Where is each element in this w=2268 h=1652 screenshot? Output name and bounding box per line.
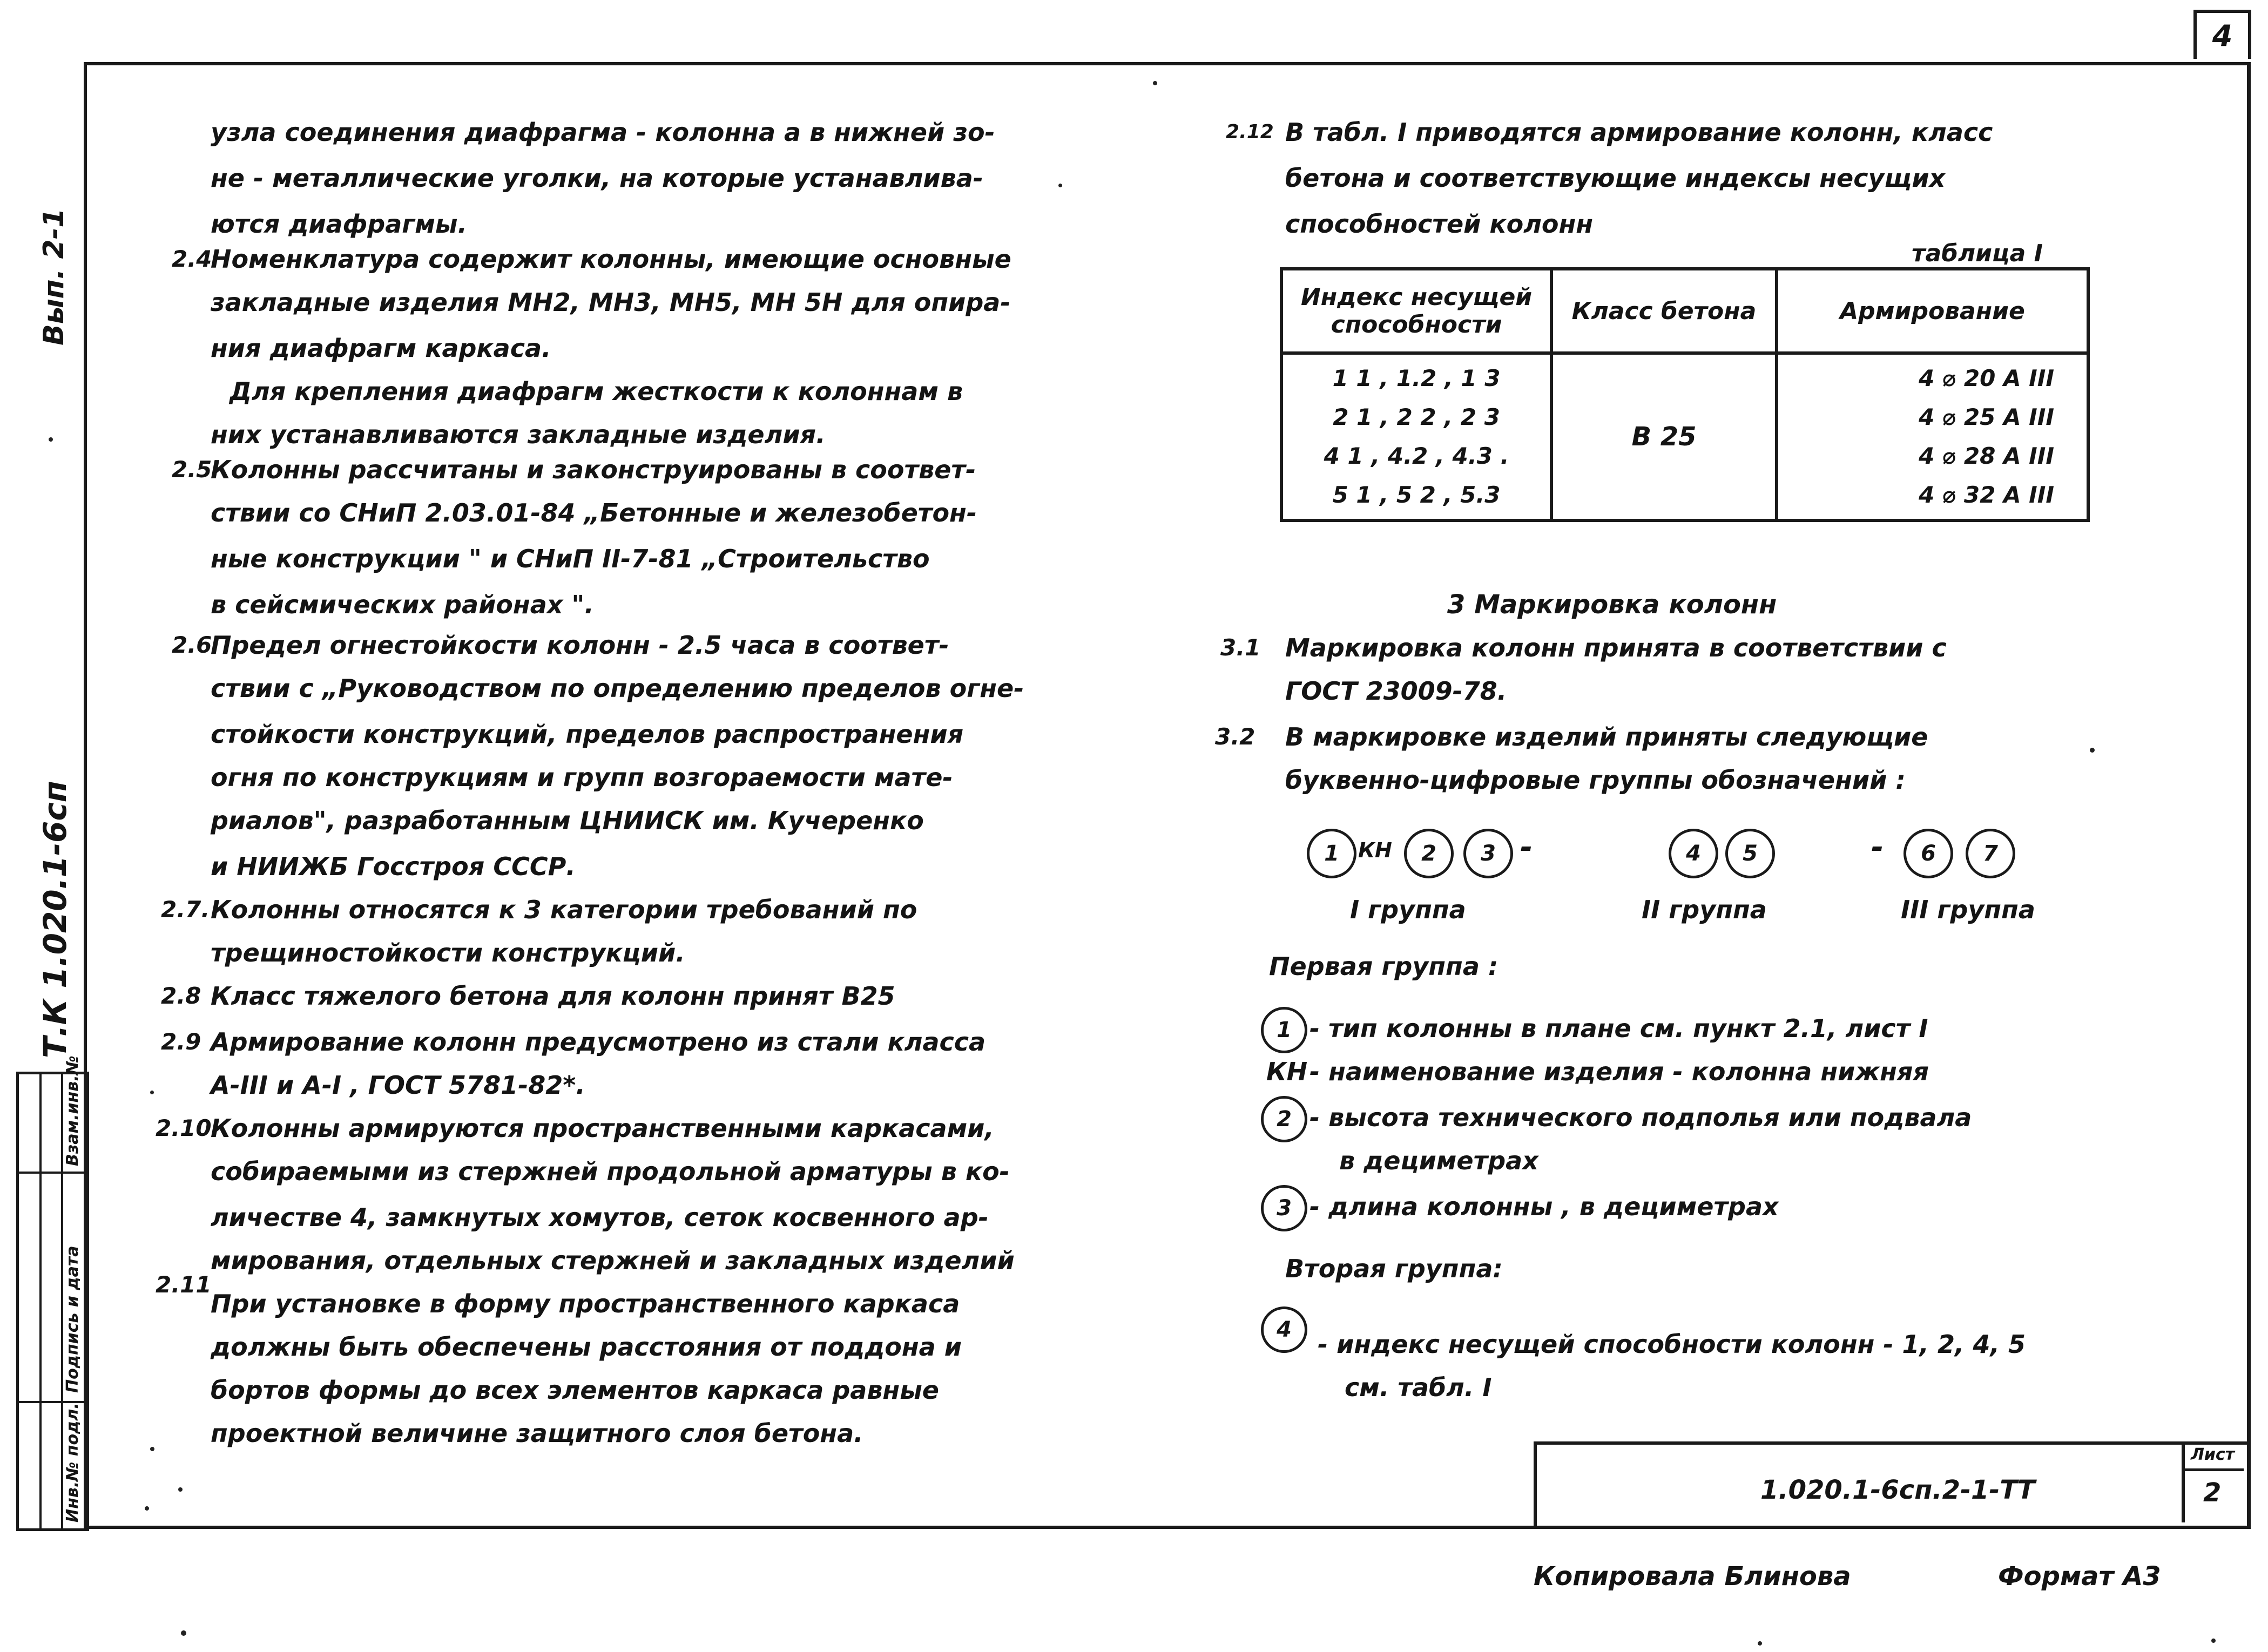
item-1-marker: 1 bbox=[1261, 1007, 1307, 1053]
scan-speck bbox=[145, 1506, 149, 1511]
group-position-7: 7 bbox=[1966, 829, 2015, 878]
text-line: собираемыми из стержней продольной арматуры в ко- bbox=[211, 1157, 1010, 1186]
text-line: Класс тяжелого бетона для колонн принят В25 bbox=[211, 981, 895, 1011]
sheet-label: Лист bbox=[2182, 1441, 2244, 1471]
group-label-3: ΙΙΙ группа bbox=[1901, 895, 2035, 924]
clause-number: 2.6 bbox=[172, 632, 212, 658]
kn-code: КН bbox=[1358, 838, 1392, 862]
paper-format: Формат А3 bbox=[1998, 1561, 2161, 1592]
text-line: Армирование колонн предусмотрено из стали класса bbox=[211, 1027, 986, 1057]
group-position-3: 3 bbox=[1463, 829, 1513, 878]
formula-dash: - bbox=[1520, 830, 1533, 865]
header-reinforcement: Армирование bbox=[1777, 269, 2088, 353]
table-row: 1 1 , 1.2 , 1 3 bbox=[1332, 365, 1501, 391]
text-line: ются диафрагмы. bbox=[211, 209, 467, 239]
text-line: ствии с „Руководством по определению пределов огне- bbox=[211, 674, 1024, 703]
text-line: ГОСТ 23009-78. bbox=[1285, 676, 1507, 706]
scan-speck bbox=[150, 1447, 154, 1451]
clause-number: 2.7. bbox=[161, 896, 210, 923]
item-2-text-cont: в дециметрах bbox=[1339, 1146, 1538, 1175]
clause-number: 2.12 bbox=[1226, 121, 1274, 143]
stamp-strip bbox=[16, 1055, 89, 1531]
scan-speck bbox=[1058, 184, 1062, 187]
clause-number: 3.2 bbox=[1215, 723, 1256, 750]
copied-by: Копировала Блинова bbox=[1534, 1561, 1851, 1592]
kn-text: - наименование изделия - колонна нижняя bbox=[1310, 1057, 1929, 1086]
clause-number: 2.5 bbox=[172, 456, 212, 483]
concrete-cell: В 25 bbox=[1551, 353, 1777, 520]
text-line: буквенно-цифровые группы обозначений : bbox=[1285, 766, 1906, 795]
text-line: Маркировка колонн принята в соответствии с bbox=[1285, 633, 1947, 662]
text-line: должны быть обеспечены расстояния от поддона и bbox=[211, 1332, 962, 1362]
table-row: 4 1 , 4.2 , 4.3 . bbox=[1324, 443, 1509, 469]
series-label: Т.К 1.020.1-6сп bbox=[37, 781, 73, 1058]
text-line: ния диафрагм каркаса. bbox=[211, 334, 551, 363]
item-4-text: - индекс несущей способности колонн - 1, 2, 4, 5 bbox=[1318, 1330, 2026, 1359]
formula-dash: - bbox=[1871, 830, 1884, 865]
group-position-6: 6 bbox=[1904, 829, 1953, 878]
reinforcement-cell bbox=[1777, 353, 2088, 520]
reinforcement-table bbox=[1280, 267, 2090, 522]
text-line: в сейсмических районах ". bbox=[211, 590, 594, 619]
text-line: не - металлические уголки, на которые устанавлива- bbox=[211, 164, 983, 193]
group-position-1: 1 bbox=[1307, 829, 1356, 878]
group-position-5: 5 bbox=[1725, 829, 1775, 878]
text-line: закладные изделия МН2, МН3, МН5, МН 5Н для опира- bbox=[211, 288, 1011, 317]
item-1-text: - тип колонны в плане см. пункт 2.1, лист I bbox=[1310, 1014, 1928, 1043]
header-concrete-class: Класс бетона bbox=[1551, 269, 1777, 353]
capacity-index-cell bbox=[1281, 353, 1551, 520]
text-line: огня по конструкциям и групп возгораемости мате- bbox=[211, 763, 953, 792]
text-line: В маркировке изделий приняты следующие bbox=[1285, 722, 1928, 751]
text-line: При установке в форму пространственного каркаса bbox=[211, 1289, 960, 1318]
table-row: 5 1 , 5 2 , 5.3 bbox=[1332, 482, 1501, 508]
scan-speck bbox=[2211, 1639, 2216, 1643]
stamp-inv-original: Инв.№ подл. bbox=[63, 1403, 82, 1522]
text-line: и НИИЖБ Госстроя СССР. bbox=[211, 852, 576, 881]
table-row: 4 ⌀ 28 А ΙΙΙ bbox=[1919, 443, 2054, 469]
group-position-4: 4 bbox=[1669, 829, 1718, 878]
text-line: трещиностойкости конструкций. bbox=[211, 938, 685, 967]
clause-number: 2.10 bbox=[156, 1115, 212, 1141]
text-line: риалов", разработанным ЦНИИСК им. Кучеренко bbox=[211, 806, 924, 835]
item-4-marker: 4 bbox=[1261, 1306, 1307, 1353]
scan-speck bbox=[1758, 1641, 1762, 1646]
table-row: 2 1 , 2 2 , 2 3 bbox=[1333, 404, 1500, 430]
text-line: Колонны армируются пространственными каркасами, bbox=[211, 1114, 994, 1143]
stamp-signature-date: Подпись и дата bbox=[63, 1245, 82, 1393]
text-line: них устанавливаются закладные изделия. bbox=[211, 420, 826, 449]
table-row: 4 ⌀ 20 А ΙΙΙ bbox=[1919, 365, 2054, 391]
edition-label: Вып. 2-1 bbox=[38, 208, 70, 346]
text-line: А-ΙΙΙ и А-Ι , ГОСТ 5781-82*. bbox=[211, 1071, 585, 1100]
text-line: Колонны рассчитаны и законструированы в соответ- bbox=[211, 455, 976, 484]
item-2-text: - высота технического подполья или подвала bbox=[1310, 1103, 1972, 1132]
text-line: Предел огнестойкости колонн - 2.5 часа в соответ- bbox=[211, 631, 949, 660]
scan-speck bbox=[49, 437, 53, 442]
text-line: Для крепления диафрагм жесткости к колоннам в bbox=[230, 377, 963, 406]
text-line: Колонны относятся к 3 категории требований по bbox=[211, 895, 917, 924]
corner-sheet-number: 4 bbox=[2193, 10, 2251, 59]
text-line: ные конструкции " и СНиП ΙΙ-7-81 „Строительство bbox=[211, 544, 930, 573]
scan-speck bbox=[2090, 748, 2095, 753]
item-3-marker: 3 bbox=[1261, 1185, 1307, 1231]
text-line: проектной величине защитного слоя бетона. bbox=[211, 1419, 863, 1448]
sheet-number: 2 bbox=[2203, 1478, 2222, 1508]
header-capacity-index: Индекс несущей способности bbox=[1281, 269, 1551, 353]
table-caption: таблица I bbox=[1912, 240, 2043, 267]
item-2-marker: 2 bbox=[1261, 1096, 1307, 1142]
stamp-replacing-inv: Взам.инв.№ bbox=[63, 1055, 82, 1166]
group-position-2: 2 bbox=[1404, 829, 1454, 878]
scan-speck bbox=[178, 1487, 183, 1492]
table-row: 4 ⌀ 25 А ΙΙΙ bbox=[1919, 404, 2054, 430]
table-row: 4 ⌀ 32 А ΙΙΙ bbox=[1919, 482, 2054, 508]
section-heading: 3 Маркировка колонн bbox=[1447, 590, 1777, 620]
text-line: стойкости конструкций, пределов распространения bbox=[211, 720, 964, 749]
clause-number: 2.9 bbox=[161, 1028, 201, 1055]
item-4-text-cont: см. табл. I bbox=[1345, 1373, 1492, 1402]
text-line: бортов формы до всех элементов каркаса равные bbox=[211, 1376, 940, 1405]
group-label-2: ΙΙ группа bbox=[1642, 895, 1767, 924]
text-line: В табл. I приводятся армирование колонн, класс bbox=[1285, 118, 1993, 147]
document-code: 1.020.1-6сп.2-1-ТТ bbox=[1760, 1475, 2035, 1505]
first-group-title: Первая группа : bbox=[1269, 952, 1498, 981]
clause-number: 3.1 bbox=[1220, 634, 1261, 661]
group-label-1: Ι группа bbox=[1350, 895, 1466, 924]
second-group-title: Вторая группа: bbox=[1285, 1254, 1503, 1283]
text-line: мирования, отдельных стержней и закладных изделий bbox=[211, 1246, 1015, 1275]
scan-speck bbox=[150, 1091, 154, 1094]
text-line: ствии со СНиП 2.03.01-84 „Бетонные и железобетон- bbox=[211, 498, 977, 527]
text-line: бетона и соответствующие индексы несущих bbox=[1285, 164, 1946, 193]
text-line: узла соединения диафрагма - колонна а в нижней зо- bbox=[211, 118, 995, 147]
clause-number: 2.4 bbox=[172, 246, 212, 272]
kn-label: КН bbox=[1266, 1057, 1308, 1086]
scan-speck bbox=[181, 1630, 186, 1636]
clause-number: 2.11 bbox=[156, 1271, 212, 1298]
text-line: личестве 4, замкнутых хомутов, сеток косвенного ар- bbox=[211, 1203, 989, 1232]
item-3-text: - длина колонны , в дециметрах bbox=[1310, 1192, 1779, 1221]
text-line: способностей колонн bbox=[1285, 209, 1594, 239]
text-line: Номенклатура содержит колонны, имеющие основные bbox=[211, 245, 1011, 274]
scan-speck bbox=[1153, 81, 1157, 85]
clause-number: 2.8 bbox=[161, 983, 201, 1009]
